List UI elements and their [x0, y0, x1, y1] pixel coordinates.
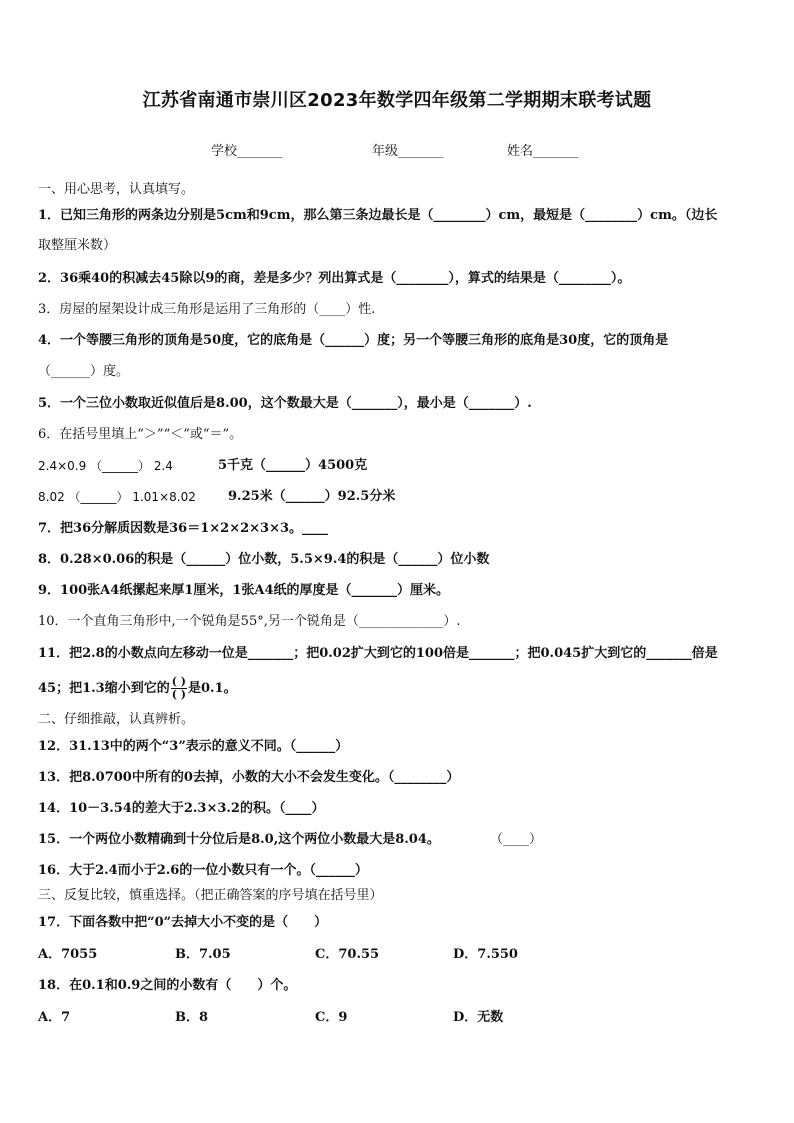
question-5: 5．一个三位小数取近似值后是8.00，这个数最大是（_______），最小是（_______）.	[38, 396, 532, 411]
question-15-blank: （____）	[490, 832, 543, 847]
page-title: 江苏省南通市崇川区2023年数学四年级第二学期期末联考试题	[142, 90, 652, 111]
question-6-item-3: 8.02 （______） 1.01×8.02	[38, 490, 196, 504]
question-11-text-end: 是0.1。	[187, 681, 237, 696]
grade-field: 年级_______	[372, 144, 444, 159]
question-18: 18．在0.1和0.9之间的小数有（ ）个。	[38, 978, 297, 993]
school-field: 学校_______	[211, 144, 283, 159]
question-17-option-b: B．7.05	[175, 947, 231, 962]
question-9: 9．100张A4纸摞起来厚1厘米，1张A4纸的厚度是（_______）厘米。	[38, 583, 450, 598]
question-6-item-4: 9.25米（______）92.5分米	[228, 489, 396, 504]
question-1-line-2: 取整厘米数）	[38, 238, 117, 253]
question-4-line-1: 4．一个等腰三角形的顶角是50度，它的底角是（______）度；另一个等腰三角形的底角是30度，它的顶角是	[38, 333, 669, 348]
question-18-option-c: C．9	[315, 1010, 348, 1025]
question-12: 12．31.13中的两个“3”表示的意义不同。（______）	[38, 739, 349, 754]
question-16: 16．大于2.4而小于2.6的一位小数只有一个。（______）	[38, 863, 368, 878]
question-13: 13．把8.0700中所有的0去掉，小数的大小不会发生变化。（________）	[38, 770, 460, 785]
question-14: 14．10－3.54的差大于2.3×3.2的积。（____）	[38, 801, 325, 816]
question-2: 2．36乘40的积减去45除以9的商，差是多少？列出算式是（________），算式的结果是（________）。	[38, 271, 631, 286]
question-1-line-1: 1．已知三角形的两条边分别是5cm和9cm，那么第三条边最长是（________）cm，最短是（________）cm。（边长	[38, 208, 718, 223]
question-17-option-d: D．7.550	[453, 947, 518, 962]
section-2-heading: 二、仔细推敲，认真辨析。	[38, 712, 195, 727]
question-17-option-c: C．70.55	[315, 947, 380, 962]
fraction-blank	[171, 676, 187, 701]
question-18-option-d: D．无数	[453, 1010, 504, 1025]
question-18-option-b: B．8	[175, 1010, 209, 1025]
question-11-line-1: 11．把2.8的小数点向左移动一位是_______；把0.02扩大到它的100倍是_______；把0.045扩大到它的_______倍是	[38, 646, 718, 661]
question-4-line-2: （______）度。	[38, 364, 130, 379]
section-3-heading: 三、反复比较，慎重选择。（把正确答案的序号填在括号里）	[38, 888, 383, 903]
fraction-numerator-blank: ( )	[171, 675, 186, 688]
question-10: 10．一个直角三角形中,一个锐角是55°,另一个锐角是（_____________）.	[38, 614, 461, 629]
question-15: 15．一个两位小数精确到十分位后是8.0,这个两位小数最大是8.04。	[38, 832, 440, 847]
name-field: 姓名_______	[507, 144, 579, 159]
question-6-item-2: 5千克（______）4500克	[218, 458, 368, 473]
question-17: 17．下面各数中把“0”去掉大小不变的是（ ）	[38, 915, 328, 930]
section-1-heading: 一、用心思考，认真填写。	[38, 182, 195, 197]
question-6-item-1: 2.4×0.9 （______） 2.4	[38, 459, 173, 473]
question-3: 3．房屋的屋架设计成三角形是运用了三角形的（____）性.	[38, 302, 376, 317]
question-7: 7．把36分解质因数是36＝1×2×2×3×3。____	[38, 521, 329, 536]
question-17-option-a: A．7055	[38, 947, 98, 962]
fraction-denominator-blank: ( )	[171, 688, 186, 701]
question-8: 8．0.28×0.06的积是（______）位小数，5.5×9.4的积是（______）位小数	[38, 552, 490, 567]
question-11-text-start: 45；把1.3缩小到它的	[38, 681, 170, 696]
question-18-option-a: A．7	[38, 1010, 71, 1025]
question-6: 6．在括号里填上“＞”“＜”或“＝”。	[38, 427, 243, 442]
question-11-line-2	[38, 676, 237, 701]
